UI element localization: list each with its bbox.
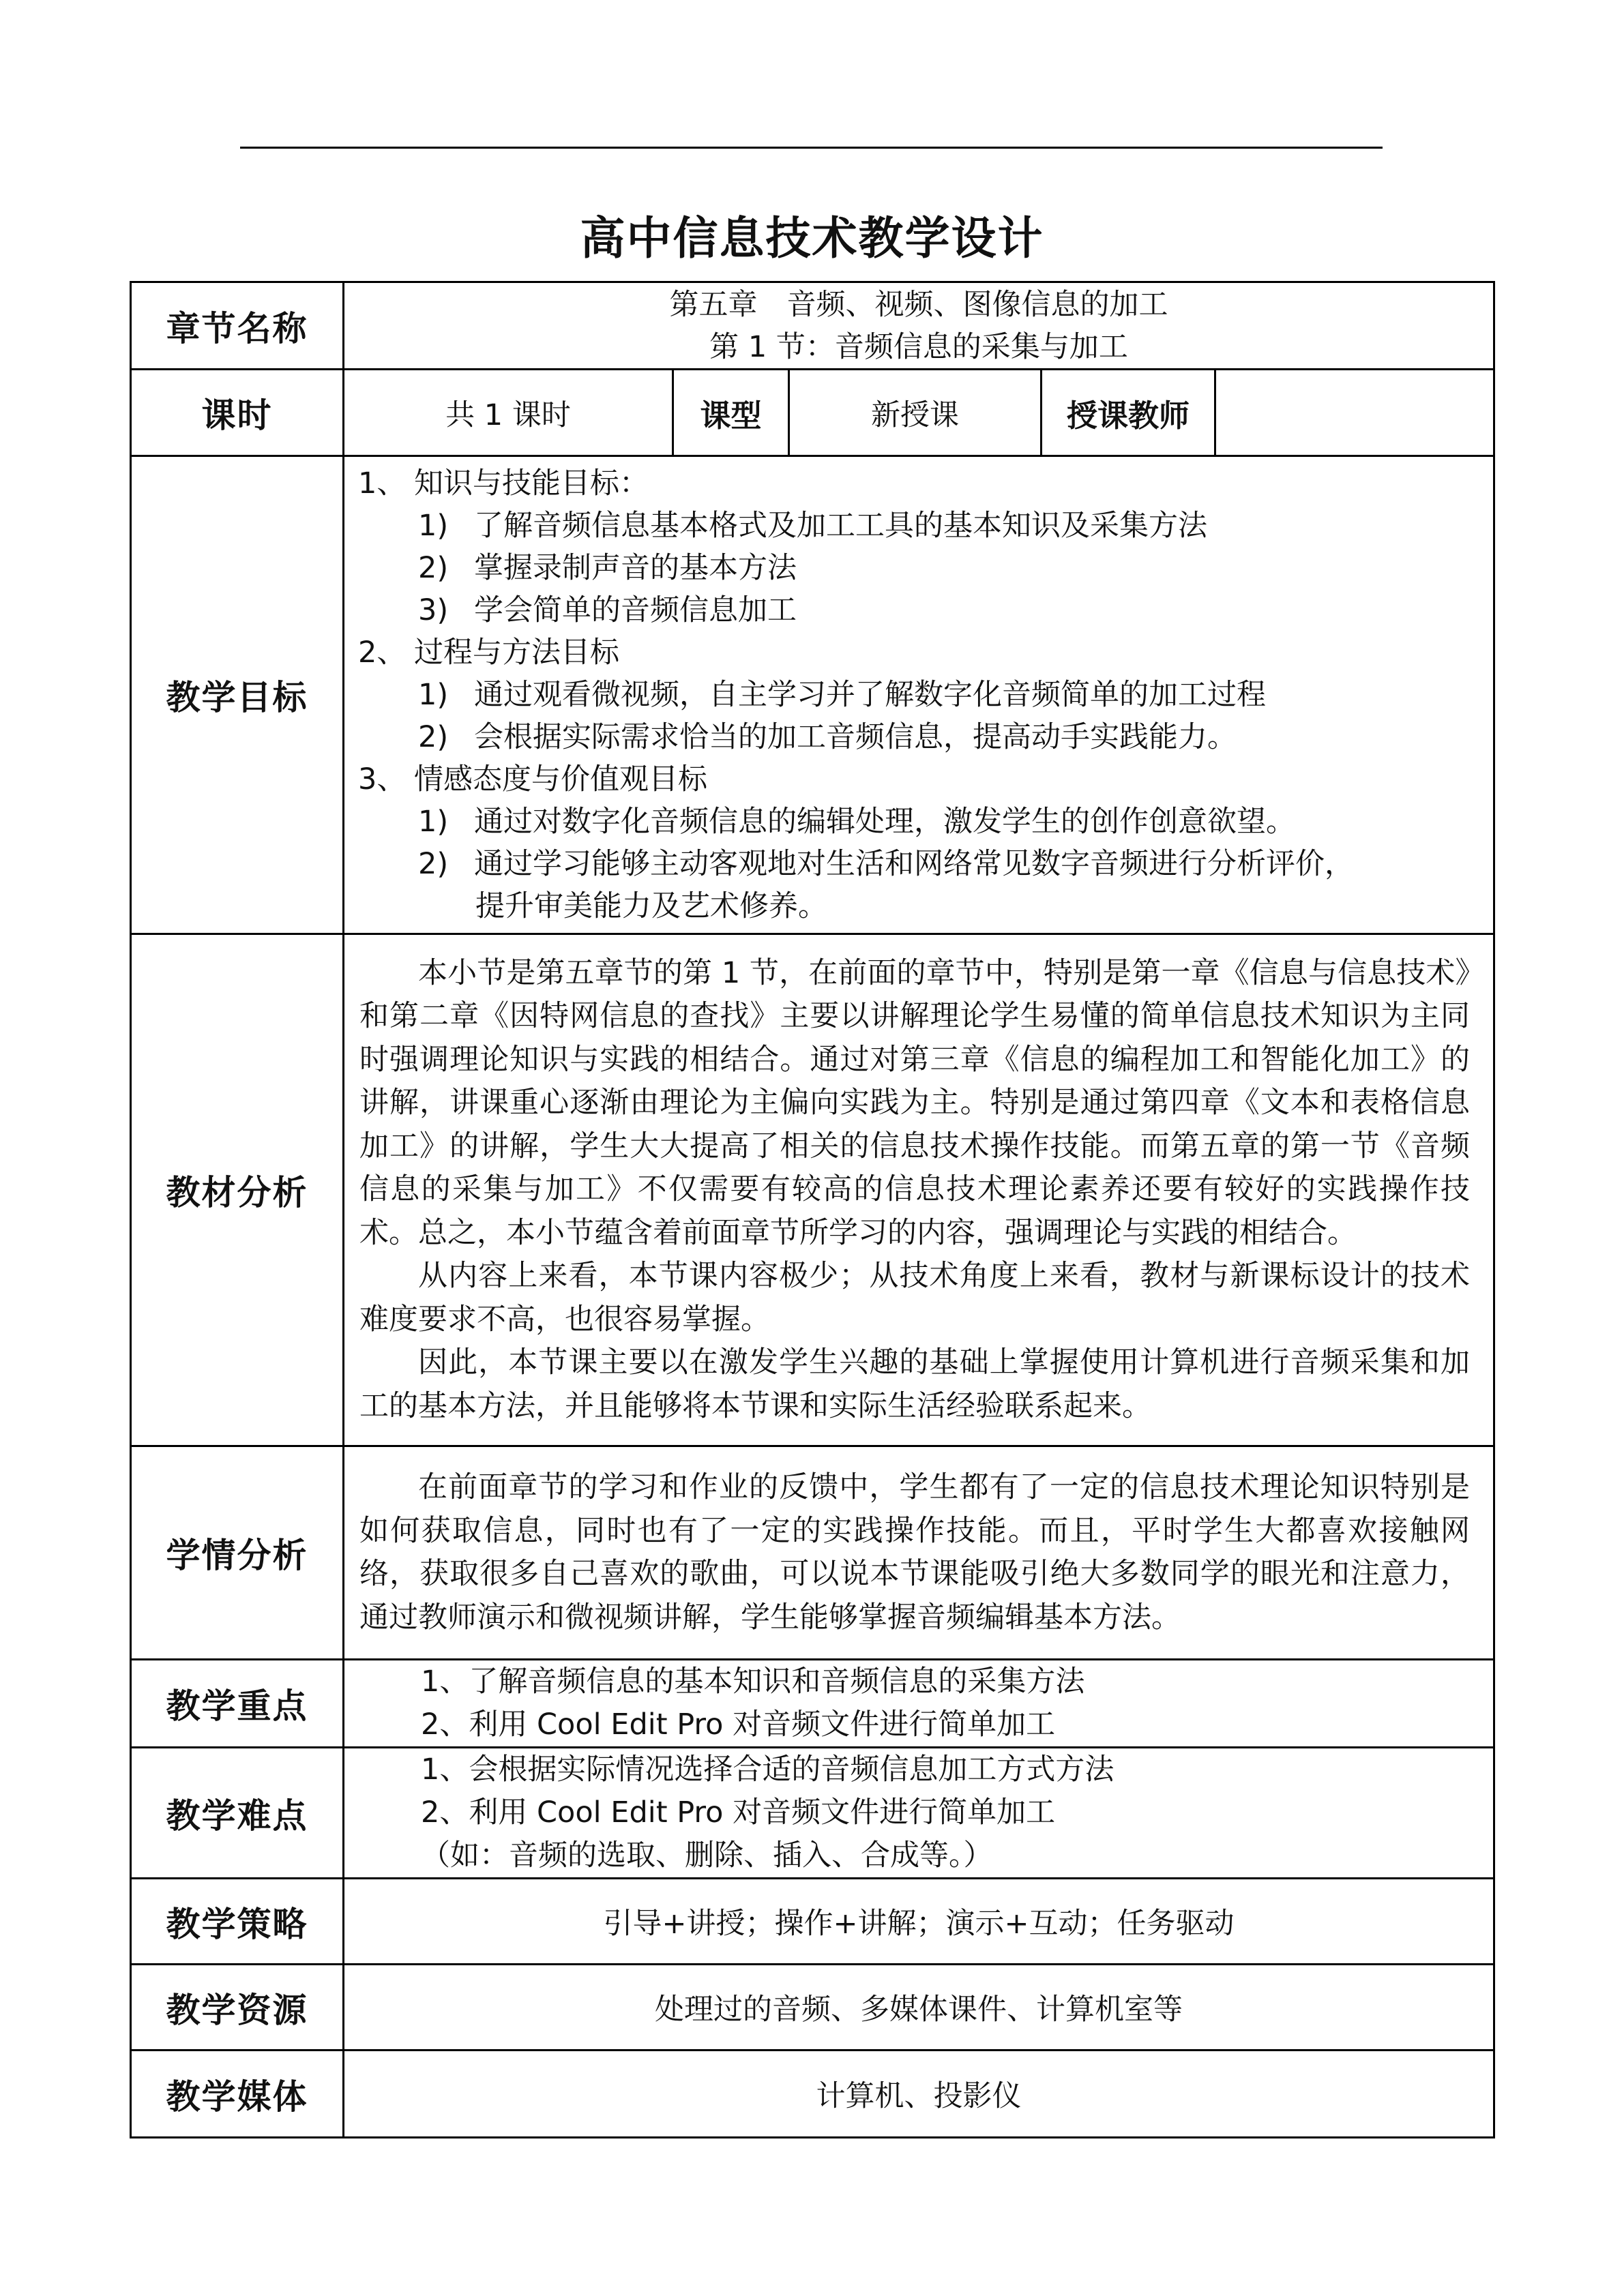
material-analysis-row: [131, 934, 1494, 1446]
key-point-item: 2、利用 Cool Edit Pro 对音频文件进行简单加工: [421, 1708, 1056, 1742]
objective-item: 1) 了解音频信息基本格式及加工工具的基本知识及采集方法: [418, 509, 1207, 543]
strategy-row: [131, 1879, 1494, 1965]
header-rule: [240, 147, 1383, 149]
difficulties-content: [344, 1748, 1494, 1879]
difficulties-row: [131, 1748, 1494, 1879]
learner-analysis-content: [344, 1446, 1494, 1660]
key-points-content: [344, 1660, 1494, 1748]
learner-analysis-row: [131, 1446, 1494, 1660]
lesson-type-value: 新授课: [789, 370, 1042, 456]
key-point-item: 1、了解音频信息的基本知识和音频信息的采集方法: [421, 1665, 1085, 1699]
media-value: 计算机、投影仪: [344, 2051, 1494, 2138]
objectives-row: [131, 456, 1494, 934]
objective-item: 2) 会根据实际需求恰当的加工音频信息，提高动手实践能力。: [418, 720, 1237, 754]
resources-label: 教学资源: [131, 1965, 344, 2051]
resources-row: [131, 1965, 1494, 2051]
learner-paragraph: 在前面章节的学习和作业的反馈中，学生都有了一定的信息技术理论知识特别是如何获取信息，同时也有了一定的实践操作技能。而且，平时学生大都喜欢接触网络，获取很多自己喜欢的歌曲，可以说本节课能吸引绝大多数同学的眼光和注意力，通过教师演示和微视频讲解，学生能够掌握音频编辑基本方法。: [359, 1470, 1471, 1635]
key-points-row: [131, 1660, 1494, 1748]
difficulty-item: 2、利用 Cool Edit Pro 对音频文件进行简单加工: [421, 1795, 1056, 1830]
objective-item: 1) 通过观看微视频，自主学习并了解数字化音频简单的加工过程: [418, 678, 1266, 712]
section-title: 第 1 节：音频信息的采集与加工: [709, 329, 1128, 364]
material-analysis-label: 教材分析: [131, 934, 344, 1446]
objective-group-heading: 1、 知识与技能目标：: [358, 466, 649, 501]
chapter-value: [344, 282, 1494, 370]
material-paragraph: 本小节是第五章节的第 1 节，在前面的章节中，特别是第一章《信息与信息技术》和第二章《因特网信息的查找》主要以讲解理论学生易懂的简单信息技术知识为主同时强调理论知识与实践的相结合。通过对第三章《信息的编程加工和智能化加工》的讲解，讲课重心逐渐由理论为主偏向实践为主。特别是通过第四章《文本和表格信息加工》的讲解，学生大大提高了相关的信息技术操作技能。而第五章的第一节《音频信息的采集与加工》不仅需要有较高的信息技术理论素养还要有较好的实践操作技术。总之，本小节蕴含着前面章节所学习的内容，强调理论与实践的相结合。: [359, 955, 1471, 1250]
material-paragraph: 因此，本节课主要以在激发学生兴趣的基础上掌握使用计算机进行音频采集和加工的基本方法，并且能够将本节课和实际生活经验联系起来。: [359, 1345, 1471, 1423]
objective-item: 2) 掌握录制声音的基本方法: [418, 551, 797, 585]
objectives-content: [344, 456, 1494, 934]
learner-analysis-label: 学情分析: [131, 1446, 344, 1660]
objective-item-continuation: 提升审美能力及艺术修养。: [475, 889, 827, 923]
chapter-title: 第五章 音频、视频、图像信息的加工: [669, 287, 1168, 322]
media-label: 教学媒体: [131, 2051, 344, 2138]
chapter-label: 章节名称: [131, 282, 344, 370]
objective-group-heading: 2、 过程与方法目标: [358, 636, 619, 670]
media-row: [131, 2051, 1494, 2138]
period-row: [131, 370, 1494, 456]
objective-item: 2) 通过学习能够主动客观地对生活和网络常见数字音频进行分析评价，: [418, 847, 1354, 881]
key-points-label: 教学重点: [131, 1660, 344, 1748]
period-value: 共 1 课时: [344, 370, 673, 456]
lesson-type-label: 课型: [673, 370, 789, 456]
teacher-label: 授课教师: [1042, 370, 1215, 456]
document-title: 高中信息技术教学设计: [580, 212, 1044, 265]
strategy-label: 教学策略: [131, 1879, 344, 1965]
difficulty-note: （如：音频的选取、删除、插入、合成等。）: [421, 1838, 993, 1873]
chapter-row: [131, 282, 1494, 370]
objective-item: 3) 学会简单的音频信息加工: [418, 593, 797, 627]
resources-value: 处理过的音频、多媒体课件、计算机室等: [344, 1965, 1494, 2051]
lesson-plan-table: [130, 281, 1495, 2138]
period-label: 课时: [131, 370, 344, 456]
strategy-value: 引导+讲授；操作+讲解；演示+互动；任务驱动: [344, 1879, 1494, 1965]
objectives-label: 教学目标: [131, 456, 344, 934]
material-paragraph: 从内容上来看，本节课内容极少；从技术角度上来看，教材与新课标设计的技术难度要求不高，也很容易掌握。: [359, 1259, 1471, 1337]
difficulty-item: 1、会根据实际情况选择合适的音频信息加工方式方法: [421, 1753, 1114, 1787]
difficulties-label: 教学难点: [131, 1748, 344, 1879]
objective-group-heading: 3、 情感态度与价值观目标: [358, 762, 707, 796]
objective-item: 1) 通过对数字化音频信息的编辑处理，激发学生的创作创意欲望。: [418, 805, 1295, 839]
teacher-value: [1215, 370, 1494, 456]
material-analysis-content: [344, 934, 1494, 1446]
